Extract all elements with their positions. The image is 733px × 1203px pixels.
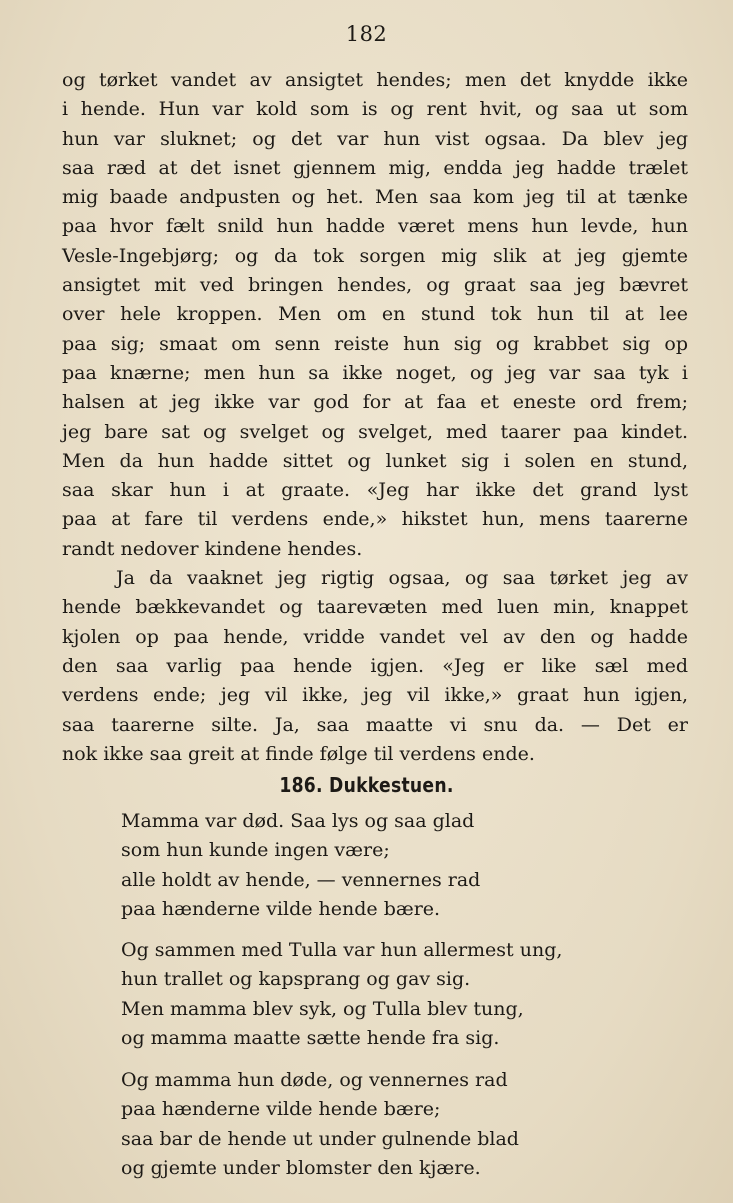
prose-text: [62, 66, 688, 769]
prose-line: mig baade andpusten og het. Men saa kom jeg til at tænke: [62, 186, 688, 209]
poem-line: saa bar de hende ut under gulnende blad: [121, 1127, 519, 1150]
poem-line: alle holdt av hende, — vennernes rad: [121, 868, 481, 891]
poem-line: Mamma var død. Saa lys og saa glad: [121, 810, 475, 832]
poem-line: Men mamma blev syk, og Tulla blev tung,: [121, 997, 524, 1020]
prose-line: saa ræd at det isnet gjennem mig, endda jeg hadde trælet: [62, 156, 688, 179]
poem-line: og gjemte under blomster den kjære.: [121, 1156, 481, 1179]
prose-line: paa hvor fælt snild hun hadde været mens hun levde, hun: [62, 215, 688, 238]
poem-line: paa hænderne vilde hende bære;: [121, 1098, 441, 1121]
prose-line: saa skar hun i at graate. «Jeg har ikke det grand lyst: [62, 479, 688, 502]
poem-line: Og mamma hun døde, og vennernes rad: [121, 1069, 508, 1091]
poem-stanza-3: [121, 1066, 641, 1183]
section-heading: 186. Dukkestuen.: [279, 773, 454, 797]
poem-stanza-1: [121, 807, 641, 924]
prose-line: Men da hun hadde sittet og lunket sig i solen en stund,: [62, 449, 688, 472]
prose-line: jeg bare sat og svelget og svelget, med taarer paa kindet.: [62, 420, 688, 443]
prose-line: paa sig; smaat om senn reiste hun sig og krabbet sig op: [62, 332, 688, 355]
prose-line: over hele kroppen. Men om en stund tok hun til at lee: [62, 303, 688, 326]
prose-line: ansigtet mit ved bringen hendes, og graat saa jeg bævret: [62, 274, 688, 297]
page-number: 182: [345, 22, 388, 46]
prose-line: paa knærne; men hun sa ikke noget, og jeg var saa tyk i: [62, 361, 688, 384]
prose-line: saa taarerne silte. Ja, saa maatte vi snu da. — Det er: [62, 713, 688, 736]
poem-line: hun trallet og kapsprang og gav sig.: [121, 968, 471, 991]
poem-line: og mamma maatte sætte hende fra sig.: [121, 1026, 500, 1049]
prose-line: Ja da vaaknet jeg rigtig ogsaa, og saa tørket jeg av: [116, 567, 688, 590]
prose-line: den saa varlig paa hende igjen. «Jeg er like sæl med: [62, 654, 688, 677]
poem-line: som hun kunde ingen være;: [121, 839, 390, 862]
prose-line: hun var sluknet; og det var hun vist ogsaa. Da blev jeg: [62, 127, 688, 150]
poem-line: paa hænderne vilde hende bære.: [121, 897, 441, 920]
prose-line: hende bækkevandet og taarevæten med luen min, knappet: [62, 596, 688, 619]
prose-line: verdens ende; jeg vil ikke, jeg vil ikke,» graat hun igjen,: [62, 684, 688, 707]
prose-line: nok ikke saa greit at finde følge til verdens ende.: [62, 742, 535, 765]
prose-line: i hende. Hun var kold som is og rent hvit, og saa ut som: [62, 98, 688, 121]
prose-line: randt nedover kindene hendes.: [62, 537, 363, 560]
poem-stanza-2: [121, 936, 641, 1053]
prose-line: Vesle-Ingebjørg; og da tok sorgen mig slik at jeg gjemte: [62, 244, 688, 267]
prose-line: halsen at jeg ikke var god for at faa et eneste ord frem;: [62, 391, 688, 414]
poem-line: Og sammen med Tulla var hun allermest ung,: [121, 939, 563, 961]
prose-line: paa at fare til verdens ende,» hikstet hun, mens taarerne: [62, 508, 688, 531]
prose-line: kjolen op paa hende, vridde vandet vel av den og hadde: [62, 625, 688, 648]
prose-line: og tørket vandet av ansigtet hendes; men det knydde ikke: [62, 69, 688, 91]
